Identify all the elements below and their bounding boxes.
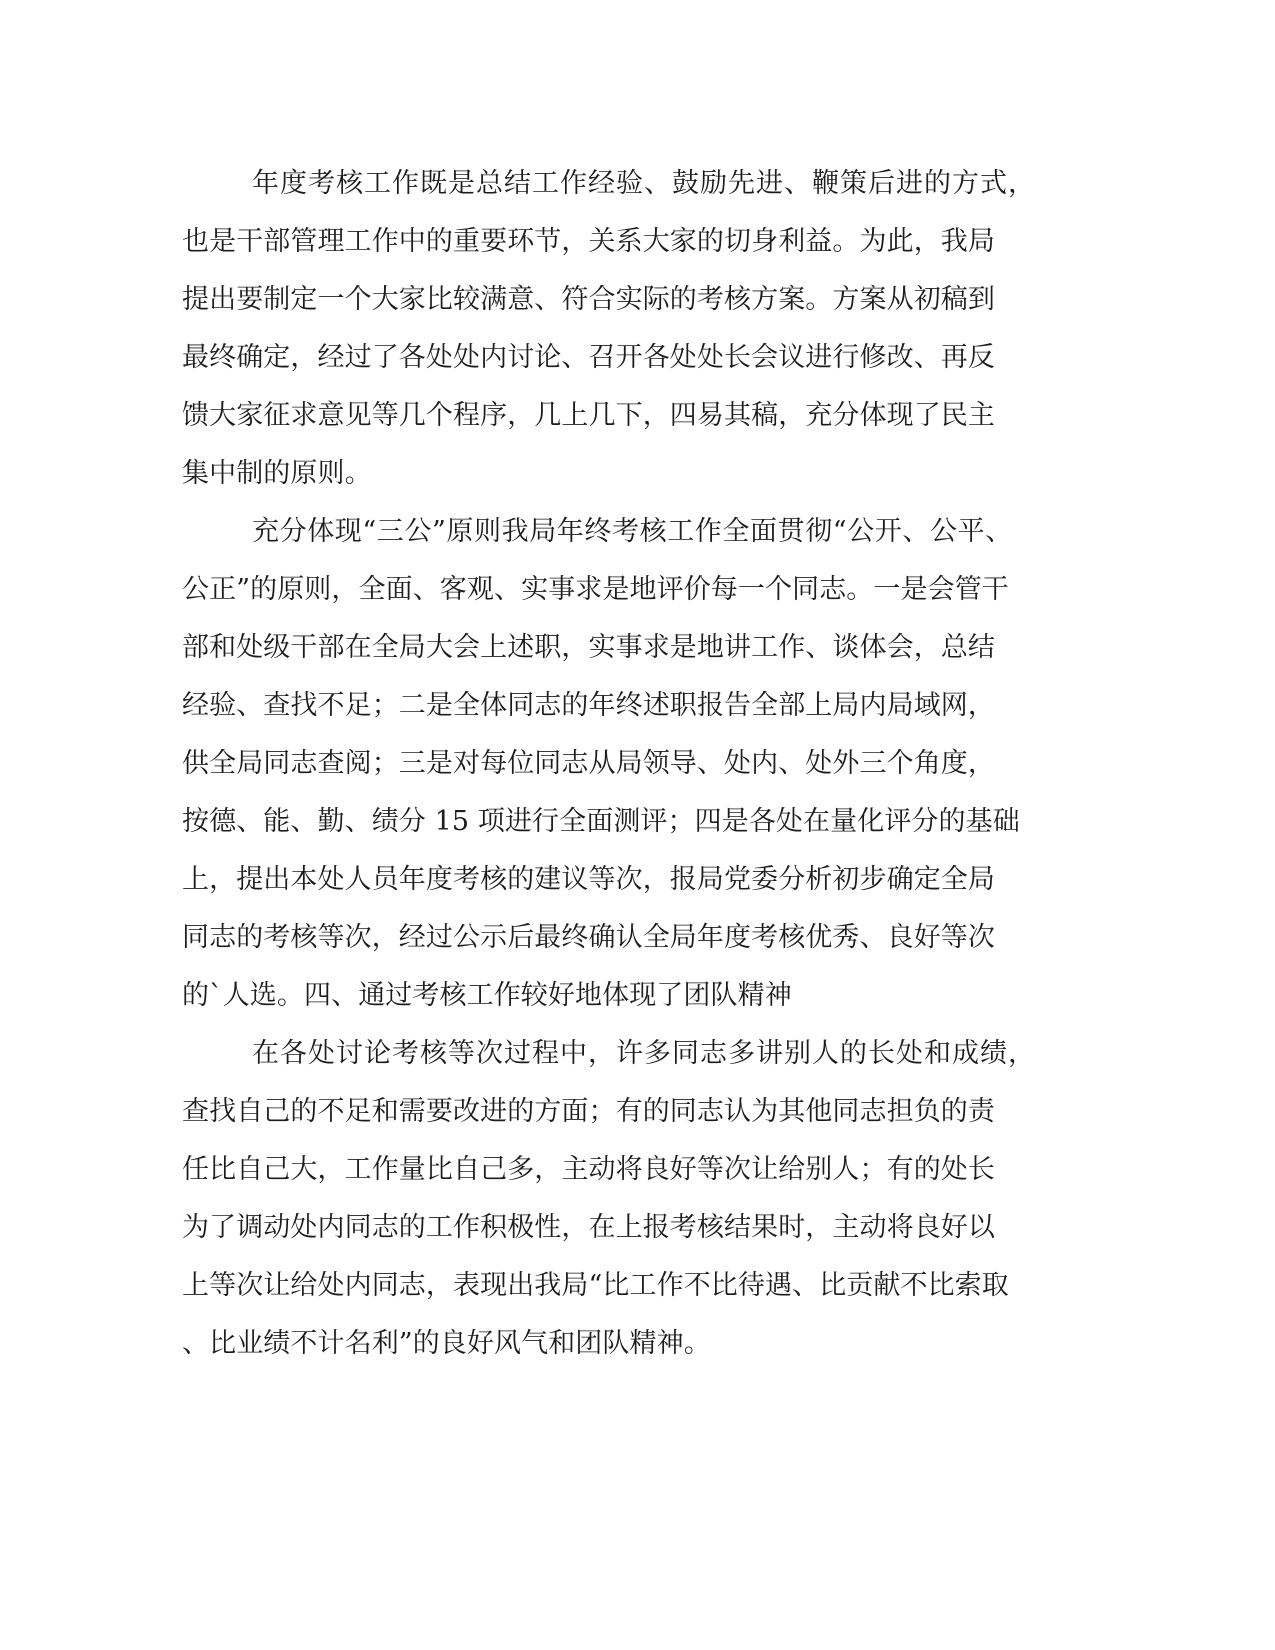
paragraph-line: 部和处级干部在全局大会上述职，实事求是地讲工作、谈体会，总结 (182, 632, 995, 663)
paragraph-line: 任比自己大，工作量比自己多，主动将良好等次让给别人；有的处长 (182, 1154, 995, 1185)
paragraph-line: 最终确定，经过了各处处内讨论、召开各处处长会议进行修改、再反 (182, 342, 995, 373)
paragraph-line: 查找自己的不足和需要改进的方面；有的同志认为其他同志担负的责 (182, 1096, 995, 1127)
paragraph-line: 的`人选。四、通过考核工作较好地体现了团队精神 (182, 980, 792, 1011)
paragraph-line: 上等次让给处内同志，表现出我局“比工作不比待遇、比贡献不比索取 (182, 1270, 1009, 1301)
paragraph-line: 为了调动处内同志的工作积极性，在上报考核结果时，主动将良好以 (182, 1212, 995, 1243)
paragraph-line: 上，提出本处人员年度考核的建议等次，报局党委分析初步确定全局 (182, 864, 995, 895)
paragraph-line: 经验、查找不足；二是全体同志的年终述职报告全部上局内局域网， (182, 690, 995, 721)
paragraph-line: 馈大家征求意见等几个程序，几上几下，四易其稿，充分体现了民主 (182, 400, 995, 431)
paragraph-line: 也是干部管理工作中的重要环节，关系大家的切身利益。为此，我局 (182, 226, 995, 257)
paragraph-line: 同志的考核等次，经过公示后最终确认全局年度考核优秀、良好等次 (182, 922, 995, 953)
paragraph-line: 、比业绩不计名利”的良好风气和团队精神。 (182, 1328, 711, 1359)
paragraph-line: 公正”的原则，全面、客观、实事求是地评价每一个同志。一是会管干 (182, 574, 1009, 605)
paragraph-line: 供全局同志查阅；三是对每位同志从局领导、处内、处外三个角度， (182, 748, 995, 779)
paragraph-line: 充分体现“三公”原则我局年终考核工作全面贯彻“公开、公平、 (252, 516, 1013, 547)
paragraph-line: 年度考核工作既是总结工作经验、鼓励先进、鞭策后进的方式， (252, 168, 1036, 199)
paragraph-line: 集中制的原则。 (182, 458, 372, 489)
paragraph-line: 在各处讨论考核等次过程中，许多同志多讲别人的长处和成绩， (252, 1038, 1036, 1069)
paragraph-line: 按德、能、勤、绩分 15 项进行全面测评；四是各处在量化评分的基础 (182, 806, 1020, 837)
paragraph-line: 提出要制定一个大家比较满意、符合实际的考核方案。方案从初稿到 (182, 284, 995, 315)
